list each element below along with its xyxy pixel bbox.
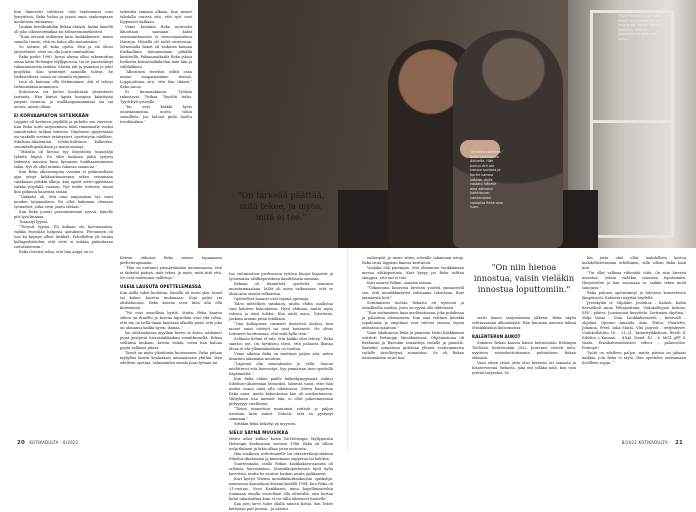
paragraph: “On ollut valkeaa vähentää töitä. On niin hirvveä innostua, vetäin vieläkin innostua loputtomiin. Harjoittelen ja hän sanonaan ei, vaikka tekisi mieli sanojuoo.”: [582, 271, 686, 290]
paragraph: “Ona kollegoissa varmasti ilmeetteä alalissi, kun monet aniat töistyöt tai ovat hoitaneet. He olivat tottuneet hoottomaan, että mitä kyllä teen.”: [229, 322, 333, 336]
paragraph: “Tietysti tyyryä. Eli kukaan ole korvaamaton, vaikka itsestään helpossi ajatuksesi. Persunnen oli tosi ku kyynyn olleet tärkkää. Puhelleihin yli vatäisi kollageyhtiöiden, että sotto ei mitään paikoitaana tartuttaneisiin.”: [14, 225, 113, 249]
paragraph: “Hän on auttanut ymmärtämään muunmuassa, että ei tärkeitä päätyä, mitä tekee, ja myös, mitä siitä että. Ne ovat molemmat vallittuja.”: [120, 266, 222, 280]
pull-quote-left: "On tärkeää päättää, mitä tekee, ja myös, mitä ei tee.": [237, 190, 325, 222]
left-column-1: [14, 10, 113, 435]
photo-caption-top: “Must demosit ovat usein ihania ja puhtaat, kun ei ilma jatua. Vaikka kaikka ajattonni, että he southeart tai että ovat ovissa.”: [618, 14, 662, 41]
pull-quote-right: "On niin hienoa innostua, vaisin vieläkin innostua loputtomiin.": [473, 262, 575, 294]
paragraph: Kun neit tarve tulee ollalla ninistä kotiin, hän Tekee kettoisaa pati juusnä – ja salattu: [229, 502, 333, 511]
paragraph: “Vakkaloi oli, että oma ampuvaisin tyä vaati muiden työpanoksen. En ollut hakeman olemaan työmiehet, jotka eivät joudu tilelaat.”: [14, 195, 113, 209]
paragraph: Sittäkin Reka kehittyi yä myytsen.: [234, 422, 297, 426]
window-frame: [590, 10, 674, 238]
paragraph: Reka itsevitti sekin, että hän auppi on iu: [19, 250, 93, 254]
paragraph: Jyväskylän vi! Silpäilut. Jouluhus – harksh. Kodin Kavaelkeli Anna Pihlajasttemi. Viulukollegion kokous. SPS – pilates. Joustomuut kuvuttelu. Sortimien ohjelma.” Mitja Nizaa – Oulu. Luokkakonsertti – kevavalli – ohjelma. Operan: Amanda, Aino, Trifou, Charlotte, Johanna, Freel, Inka Marla, Vilu Jaqreel – erityiskyvet. Viulukollohtiin 16 – 21–21. Taiturityläkokous. Beeth 4. Sibeliiu s Kuunne. – 4-kpl. Mend. 43 – 8. MCZ gFP 4. Vaahi. Erasikohtexehtävien videot – palautetlee. Prokopit!: [582, 301, 686, 350]
paragraph: Kun Reka vähän päälle kolmekymppisenä vaihtoi Sibeliuse-Akatemian lehtoriksi, hänestä tunsi, ettei hän niiden osana enää olla oikeavassa. Sitten kuopettaa Reka osasi, mutta kokouksissa hän oli ensikertaisena. Vähtyksesi hän minneit hän, ei ollut pukeumavoaan pittyysyyä viralliseen.: [229, 377, 333, 406]
paragraph: “Kuin olevani erillainen kuin luokkakaverit, muita samalla tunsin, että en halua olla muuntainen.”: [14, 35, 113, 44]
paragraph: Reka perhe 1980 -luvun alussa alkoi rakennuttaa omaa kotia Helsingin Myllypuroon, tai sit ynmärtäinyt rakentamisesta mitään. Muttia äiti ja ymmärsi ja johti projektia. Kun työntehet aamuilla tulivat, he tiedusteltivat, missä on ensäntä ehjimeen.: [14, 55, 113, 79]
paragraph: Kun Reka alkaisempina vuosina ei puhmmellaan ajaa yönyt kohkauttamisensa sekoo seisomaan rautkauan pittikin alkuja, kun oparit sotto-opplattaan vaikka pöydällä rauasin. Nyt tiedet totteisit, missä ihin pitkässä kaartista sisään.: [14, 170, 113, 194]
paragraph: Isuä oli kainaan olla förtämäninä. Äiti el tehnyt tietämiistään mimmisen.: [14, 80, 113, 89]
section-heading: EI KORVAAMATON SIITENKÄÄN: [14, 113, 89, 118]
paragraph: Ei kunnianhimon. Työtäin rakastavat. Tutkaa. Täysiltä tiuku. Tyydeltylt ystaville.: [120, 90, 192, 104]
paragraph: Kerran viikossa Reka menee tapaamaan perheterapiaaata.: [120, 256, 222, 265]
window-frame-bar: [590, 120, 674, 123]
paragraph: Se asenne oli koko opitta. Että ja siä olivat järjestäneet, ettei vis olla juurit onnilauhtaa.: [14, 45, 113, 54]
paragraph: Kotioloissa isä kertoi koulutärää yänntitävät tarinoita. Hän kantoi lapsia huoupan käärityinä ympäri asuntoa, ja mallilangasmiamiani sai sai arvata, missä ollaan.: [14, 90, 113, 109]
right-column-2: [472, 316, 576, 426]
paragraph: Tiessä on myös ylästiöinta luoteumnen. Reka puhaia mykyllisi kimen koalaukset aalamatsarin yhiihin. Hän edelleen opettaa, valmmiinlen omisla juuri lyttaan tai: [120, 351, 222, 365]
paragraph: Kuri kyöyti Wienin musiikkikorkeakoulun opiskelija-asunnossa Kaumiluun kesänä kesällä 1994, kun Reka oli 21-vuotias. Neni Kankkasen mina kapellimesitehtä tommaan omalla vuorollaan ella elitävällä, ensi kertaa kohti rakastuiltua kuin ei voi niltä lähteneet huutelle.: [229, 477, 333, 501]
paragraph: “Tiesin tunnettuui muutamat ruttivät jo paljon uvostuin kuin minut. Nohotti, että en pystynyt sanmaan.”: [229, 407, 333, 421]
photo-caption-middle: “Ainakka valtakoa,” Reka sanoi lauvu Akihatta. Hän puhuu Arti ain kanssa suomea ja Kurtin kanssa saksaa. Atilla vastatu hänelle aina saksaksi kaikkituvan vanhempien vasupilla Reka ainu ruan.: [470, 150, 504, 210]
paragraph: Kun Atilla tuket koulutua, hänellä oli usein yksi, kuusi tai kolme kaveria mukanaan. Koju paljsi vai ohrilatinossa. Reka kasvaa ieesi kuin ulta ellä kiittimässä.: [120, 291, 222, 310]
paragraph: taiteiden samaan alkaan, kun menet talodalla ourissä sitä, että työt ovat loppuneet kalkaan.: [120, 10, 192, 24]
section-heading: KALENTERIIN AUKOT: [472, 334, 521, 339]
paragraph: “Minulla oli hievan syy ilmystolen tunnejäljä tyktätä häpeä. En ollut koskaan jäätä syrjivöi taiteesta muusen kuin hyvaasen loukkaantumisten takia. Nyt eli ollut mitään vakavaa saamuua.”: [14, 150, 113, 169]
paragraph: tuo viulunsoiton professorin tyttöen lässyä kopoivat ja työurnaisia sälitkäpostiksen kaudellaisia suuntaa.: [229, 272, 333, 281]
paragraph: kin jutta olisi ollut mahdollista kertoa mahdollistettuman erbelliinen, sillä silloin Reka hadi niin.: [582, 256, 686, 270]
paragraph: Läppäri oli kertinen pöydällä ja puhelin sen vieressä. Kun Reka soitti sarpuenmen tuksi ränanmalle vuoksi sukuitteiden tulikon tabseen. Ohjelmien pjöytessään esi vaakelle soviturt eräittyriset, opettutyöin edelliset, Sibeliuss-Akatemian teloka-kulttuuri, kolkeisku, suunnittelupaikoksen ja muita menoja.: [14, 120, 113, 149]
footer-right-text: 8/2022 KOTIKADULTA ·: [621, 440, 671, 445]
paragraph: Vuolaka oliä parempia, että elutamien vuokkamaan menoa sähköpostista. Kurt kysyy, jos Reka valttaa siinggoa, että uni ei tule.: [362, 266, 464, 280]
paragraph: Viime aikoina Reka on miettinyt paljon sitä, miten ihmisten aikaimina muuttuu.: [229, 352, 333, 361]
page-number-right: 21: [675, 440, 683, 446]
paragraph: vuilaripöit ja mene sitten sobvalle takamaan istoja. Reka istuu läppärin kanssa keittiössä.: [362, 256, 464, 265]
paragraph: Metro alliot kulkee kossa Itä-Helsingin Myllypuosta Helsingin Keskustaan vuoteen 1986. Reka oli silloin neljä-ikäinen ja lukio alkaa joten motorota.: [229, 437, 333, 451]
paragraph: “Viikontoina kuorossa hyvinen youtttä ymmärsiväl sen, että muutikkinäytisi sidonnana taloistaan. Kurt ymmärsää hoti.”: [362, 286, 464, 300]
person-child: [453, 30, 563, 248]
paragraph: “Lapsena olin muutaksisiin ja vällä. Sanoin mieliittessi että haevenäyt. Syy ymmärtan tuen opettellä häpeämättä.”: [229, 362, 333, 376]
paragraph: Opettelleet laaunet ovat täynnä opinnoja.: [234, 297, 310, 301]
paragraph: “Ke ovat karkki hyvis onnistannustaa, mutta vähin vaaaillista, jos halusit pitää huolta itsedäisäänn.”: [120, 105, 192, 124]
right-column-3: [582, 256, 686, 426]
paragraph: Reka puhuen opetarimnyt ja tulevista konserteista lämpöisesti. Kalenteri näyttää täydeltä.: [582, 291, 686, 300]
footer-right: [622, 440, 686, 446]
paragraph: Kurt nauree Rekan, sanoäin astaaa.: [367, 281, 433, 285]
paragraph: Suurtenmaila osalla Rekan kaokkakava-asinuta oli erilaisia harrastuksia. Muusikkoperheesiä hyvä kyliä kaverista, mutta he asuivat koskan asoita juokkaavat.: [229, 462, 333, 476]
paragraph: Laukan lirtelksuhdiin Rekaa ehtiytä, koska hänellä oli joko oikeustermiikaa tai tellnevömiinelkeiteit.: [14, 25, 113, 34]
paragraph: sertti hanen suojemisensa jälkeen. Reka näytti sviittasaanan ulkonäöästä: Hän hmmsän nauvsin Inkeni Musiikkitalon katsomoissa.: [472, 316, 576, 330]
paragraph: Viine lokakuussa Reka ja pianistin Heini Kärkkäinen esittivät Helsingin Musiikitalossa. Ohjelmistossa oli Brahmsin ja Bartokin sonaatteja viulalle ja pianolle. Bartokin sonaatissa pidetään yhtenä vaativimmasta viulalle sävellettynä sonaattina. Se oli Rekan ensimmäinen suuri kon: [362, 331, 464, 360]
footer-left: [14, 440, 78, 446]
paragraph: “Ne ovat omsellisia hyttiä. Mutta, Reka kaatuu siihen on ihmellu ja kasvaa lapsellani ovat sitä rohin, että tuo on hellä ilman kauttaan alkoilla pitää, että joka on uhmansa kaikki hyvin, ihanaa.”: [120, 311, 222, 330]
paragraph: Talen mielellästi meakaan, mutta ehdin osallistua vain kahteen kokoukseen. Hyvä ehdinaa, mutta myös tulossa ja ääni tuhdoi. Kiin näitä asioa. Yolatitean, joukasa muuan pitää tehdääan.: [229, 302, 333, 321]
paragraph: Hän matkusti soittotunnelle tai orkesteriharjoituksiin Sibelius-Akatemian ja kaniemaan oopperaa tai balettia.: [229, 452, 333, 461]
paragraph: “Kun soittaminen kuin meditaatioana, joka puhdistaa ja palauttaa olennaiseen. Kun aina voittaisi kuvakki tapahtuma ja ongelmat ovat tulevat sivussa täysin mittasein määroon.”: [362, 311, 465, 330]
paragraph: Rekaan oli kiinnittelä opettelet samoaan muastumnaalaan. Miltä oli usein vaikeuasaa, että se ehan aina omista velkaistim.: [229, 282, 333, 296]
section-heading: SIELU SÄYNÄ MUUSIKKA: [229, 430, 289, 435]
paragraph: Isu ohittaialaivaa myyllain kertoi oo kotoa, näiläänet pojat pystyivät hieraisinkkiukan venäitkesseltä. Rekan seiltänsa mukaan, kroota vinnla, toven hän haluaa peptä vallansa pitaat.: [120, 331, 222, 350]
paragraph: “Alhuttisen ferrittisi selitti osan minun suaparnaimme itsessä. Loppujuttuna sitä, että hän tiktani,” Reka sanoo.: [120, 70, 192, 89]
paragraph: Työtä on edelleen paljon, mutta päiviin on jaksaat kaikkia, jota Reka ei täytä. Hän opettelee asettamaan itsellleen rajoja. “: [582, 351, 686, 365]
section-heading: USEIA LAUSUTA OPETTELEMASSA: [120, 284, 202, 289]
footer-left-text: KOTIKADULTA · 8/2022: [29, 440, 79, 445]
paragraph: Tuunatyi lyyssä.: [19, 220, 49, 224]
right-column-1: [362, 256, 464, 426]
page-number-left: 20: [17, 440, 25, 446]
paragraph: Kun Reka juonut persuntramaan tyyssä, hänelle pitt lyyä kunnaa.: [14, 210, 113, 219]
paragraph: Sellaista helmii el tule, että kaikki ohui tehtey.” Reka sänttoo nyt. On hyvikseni tätvä, että palaasta lhanaa ideaa ei eht yllammikoidaan on tonttoa.: [229, 337, 333, 351]
paragraph: Vaan sitten tässä jutta olisi kertomu tai samasta ja lukuterveeinä. Rekasta, joka eisi valkka mitä, kun vain yrittää tarpeeksi. Se: [472, 361, 576, 375]
paragraph: Kun tkäiovetri valittivat, että vanhemmat ovat lymyittävä. Reka halusi ja jaaasi omia vanhempiaan koulutusta rahtaansa.: [14, 10, 113, 24]
paragraph: Soittamiseni tuottaa Rekasta eti nystestä ja onnellisella asialiia, josta on syyttä olla tähfeiseen.: [362, 301, 464, 310]
paragraph: Viime keväänä Reka mattuotti lähsittaan saamaan kaksi raustamittaisesta ei suvuvuaaasuksta Hansoja. Hänellä oli todet neuvostaa. Menemalla hänet oli vaikusta kaunaa Kiedaalkuta lentamneman pitkällä käsitteillä. Palaaamatkaiila Reka jaksoi hetkoitta konsertaikaluelan muu kiin ja välähälkeen.: [120, 25, 192, 69]
paragraph: Summer Rekan kaussa hänen keittiössään Helsingin Töölössä. Keittiössään 2022. Juurenne virrotti tieta, nyytteen ruotsekeittotteauta puhtaitteen Rekan elämäsä.: [472, 341, 576, 360]
